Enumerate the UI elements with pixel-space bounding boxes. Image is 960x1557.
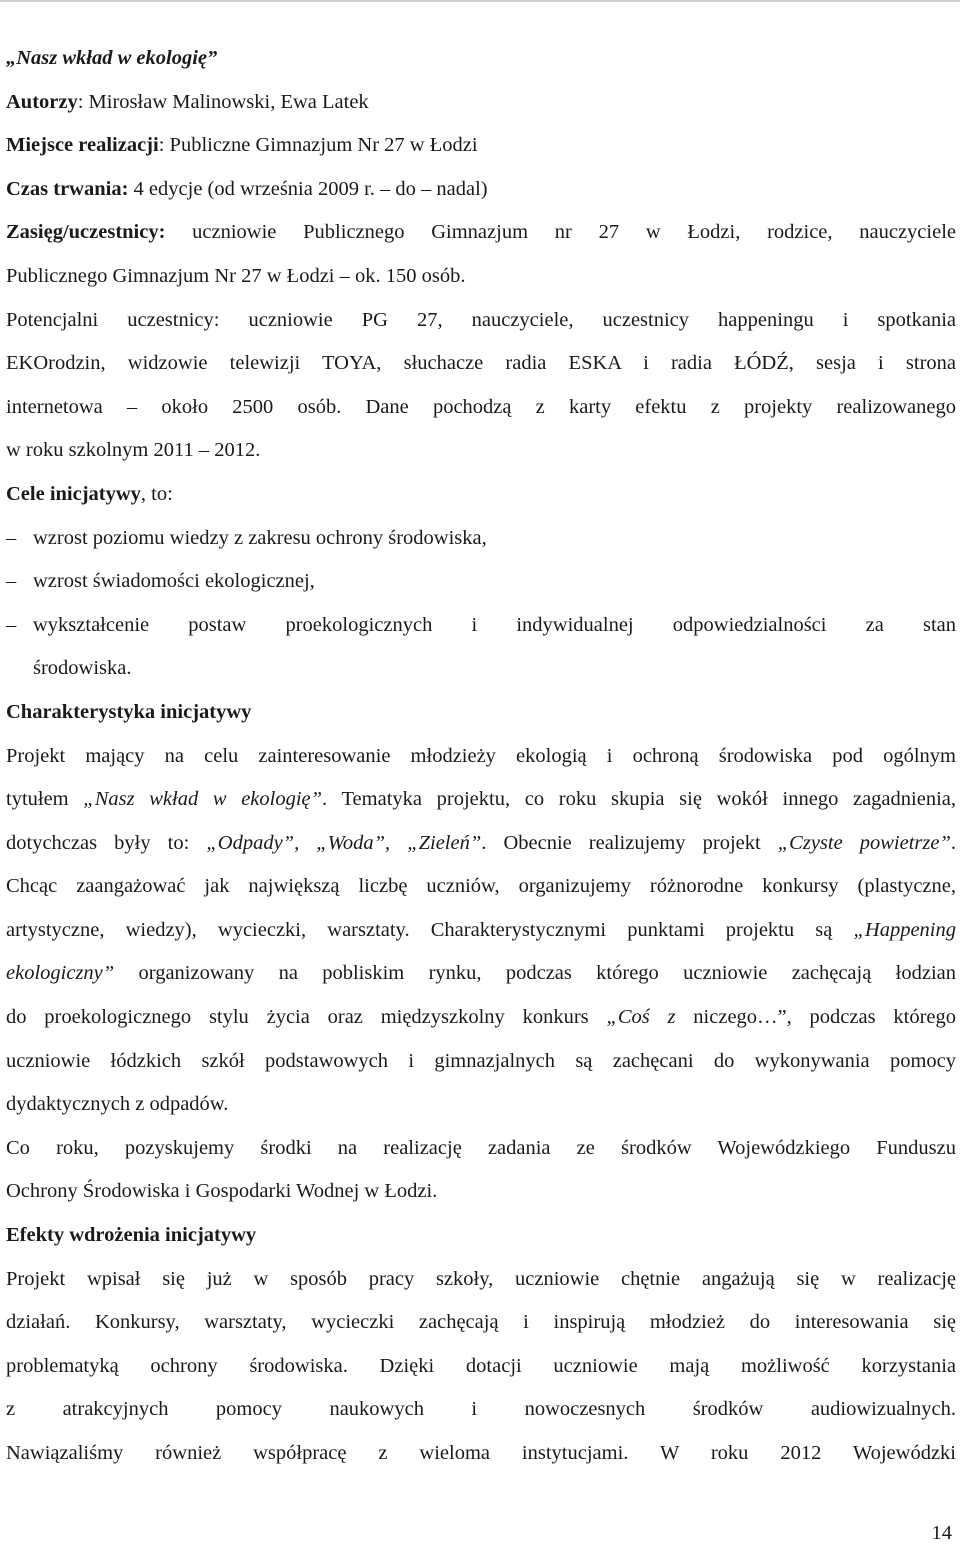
goal-item-continuation: środowiska. <box>33 657 132 680</box>
characteristics-line-7 <box>6 996 956 1040</box>
top-border <box>0 0 960 2</box>
happening-italic: „Happening <box>853 918 956 941</box>
location-line <box>6 124 956 168</box>
duration-value: 4 edycje (od września 2009 r. – do – nadal) <box>128 177 488 200</box>
text-span: organizowany na pobliskim rynku, podczas którego uczniowie zachęcają łodzian <box>114 962 956 985</box>
characteristics-line-11: Ochrony Środowiska i Gospodarki Wodnej w Łodzi. <box>6 1180 438 1203</box>
goals-label: Cele inicjatywy <box>6 482 141 505</box>
authors-line <box>6 81 956 125</box>
characteristics-line-8: uczniowie łódzkich szkół podstawowych i gimnazjalnych są zachęcani do wykonywania pomocy <box>6 1049 956 1072</box>
characteristics-line-9: dydaktycznych z odpadów. <box>6 1093 229 1116</box>
goals-heading <box>6 473 956 517</box>
effects-line-5: Nawiązaliśmy również współpracę z wieloma instytucjami. W roku 2012 Wojewódzki <box>6 1442 956 1464</box>
goal-item-text: wzrost świadomości ekologicznej, <box>33 570 315 593</box>
characteristics-line-6 <box>6 952 956 996</box>
text-span: do proekologicznego stylu życia oraz międzyszkolny konkurs <box>6 1006 607 1029</box>
page-number: 14 <box>931 1522 952 1544</box>
project-title-italic: „Nasz wkład w ekologię” <box>83 788 323 811</box>
location-label: Miejsce realizacji <box>6 134 159 157</box>
goal-item <box>6 560 956 604</box>
scope-line-1 <box>6 211 956 255</box>
goal-item-text: wykształcenie postaw proekologicznych i indywidualnej odpowiedzialności za stan <box>33 613 956 636</box>
text-span: tytułem <box>6 788 84 811</box>
characteristics-line-5 <box>6 909 956 953</box>
past-topics-italic: „Odpady”, „Woda”, „Zieleń” <box>206 831 482 854</box>
potential-line-4: w roku szkolnym 2011 – 2012. <box>6 439 261 462</box>
characteristics-heading: Charakterystyka inicjatywy <box>6 700 252 723</box>
text-span: . Obecnie realizujemy projekt <box>481 831 778 854</box>
text-span: . Tematyka projektu, co roku skupia się wokół innego zagadnienia, <box>322 788 956 811</box>
potential-line-1: Potencjalni uczestnicy: uczniowie PG 27, nauczyciele, uczestnicy happeningu i spotkania <box>6 308 956 331</box>
characteristics-line-2 <box>6 778 956 822</box>
effects-heading: Efekty wdrożenia inicjatywy <box>6 1224 257 1247</box>
goal-item <box>6 604 956 648</box>
current-topic-italic: „Czyste powietrze” <box>777 831 951 854</box>
potential-line-3: internetowa – około 2500 osób. Dane pochodzą z karty efektu z projekty realizowanego <box>6 395 956 418</box>
characteristics-line-1: Projekt mający na celu zainteresowanie młodzieży ekologią i ochroną środowiska pod ogólnym <box>6 744 956 767</box>
scope-value-1: uczniowie Publicznego Gimnazjum nr 27 w Łodzi, rodzice, nauczyciele <box>165 221 956 244</box>
goal-item-text: wzrost poziomu wiedzy z zakresu ochrony środowiska, <box>33 526 487 549</box>
text-span: . <box>950 831 957 854</box>
text-span: niczego…”, podczas którego <box>675 1006 956 1029</box>
document-page <box>6 37 956 1476</box>
potential-line-2: EKOrodzin, widzowie telewizji TOYA, słuchacze radia ESKA i radia ŁÓDŹ, sesja i strona <box>6 352 956 375</box>
goal-item <box>6 517 956 561</box>
characteristics-line-10: Co roku, pozyskujemy środki na realizację zadania ze środków Wojewódzkiego Funduszu <box>6 1136 956 1159</box>
contest-title-italic: „Coś z <box>606 1006 676 1029</box>
effects-line-1: Projekt wpisał się już w sposób pracy szkoły, uczniowie chętnie angażują się w realizację <box>6 1267 956 1290</box>
dash-bullet: – <box>6 570 17 593</box>
effects-line-4: z atrakcyjnych pomocy naukowych i nowoczesnych środków audiowizualnych. <box>6 1398 956 1421</box>
location-value: : Publiczne Gimnazjum Nr 27 w Łodzi <box>158 134 478 157</box>
duration-label: Czas trwania: <box>6 177 129 200</box>
effects-line-3: problematyką ochrony środowiska. Dzięki dotacji uczniowie mają możliwość korzystania <box>6 1354 956 1377</box>
happening-italic-cont: ekologiczny” <box>6 962 115 985</box>
document-title: „Nasz wkład w ekologię” <box>6 47 218 69</box>
duration-line <box>6 168 956 212</box>
characteristics-line-3 <box>6 822 956 866</box>
authors-value: : Mirosław Malinowski, Ewa Latek <box>77 90 369 113</box>
goals-suffix: , to: <box>140 482 173 505</box>
characteristics-line-4: Chcąc zaangażować jak największą liczbę uczniów, organizujemy różnorodne konkursy (plastyczne, <box>6 875 956 898</box>
scope-line-2: Publicznego Gimnazjum Nr 27 w Łodzi – ok. 150 osób. <box>6 264 466 287</box>
dash-bullet: – <box>6 526 17 549</box>
effects-line-2: działań. Konkursy, warsztaty, wycieczki zachęcają i inspirują młodzież do interesowania się <box>6 1311 956 1334</box>
text-span: artystyczne, wiedzy), wycieczki, warsztaty. Charakterystycznymi punktami projektu są <box>6 918 854 941</box>
text-span: dotychczas były to: <box>6 831 207 854</box>
scope-label: Zasięg/uczestnicy: <box>6 221 166 244</box>
dash-bullet: – <box>6 613 17 636</box>
authors-label: Autorzy <box>6 90 78 113</box>
